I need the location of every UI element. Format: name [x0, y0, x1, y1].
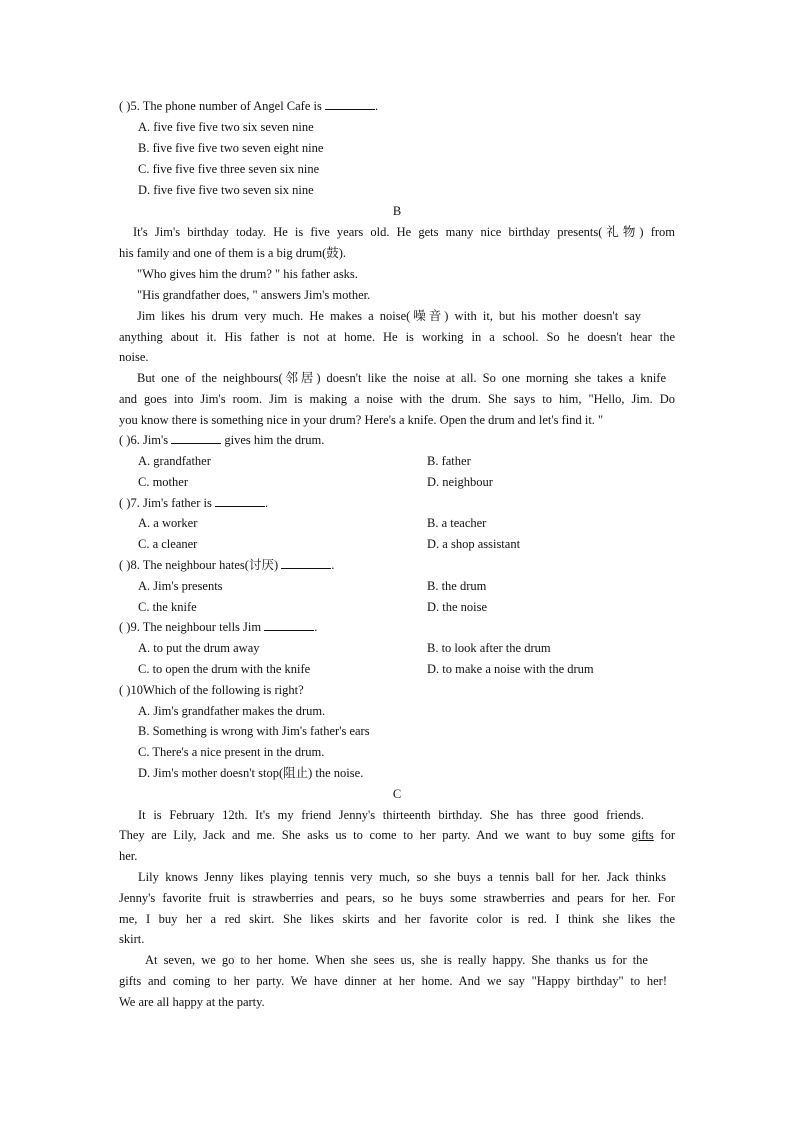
q6-option-c: C. mother	[138, 475, 188, 489]
passage-c-text: They are Lily, Jack and me. She asks us to come to her party. And we want to buy some	[119, 828, 625, 842]
passage-c-line: At seven, we go to her home. When she sees us, she is really happy. She thanks us for the	[145, 953, 648, 967]
passage-c-line: her.	[119, 849, 138, 863]
q10-option-d: D. Jim's mother doesn't stop(阻止) the noise.	[138, 766, 364, 780]
q6-option-d: D. neighbour	[427, 475, 493, 489]
passage-b-line: "Who gives him the drum? " his father asks.	[137, 267, 358, 281]
q9-option-d: D. to make a noise with the drum	[427, 662, 594, 676]
passage-b-line: "His grandfather does, " answers Jim's mother.	[137, 288, 371, 302]
answer-blank[interactable]	[215, 495, 265, 507]
q7-stem-text: ( )7. Jim's father is	[119, 496, 212, 510]
q7-option-c: C. a cleaner	[138, 537, 198, 551]
q5-option-d: D. five five five two seven six nine	[138, 183, 314, 197]
q8-stem-text: ( )8. The neighbour hates(讨厌)	[119, 558, 279, 572]
q7-option-b: B. a teacher	[427, 516, 487, 530]
q8-option-c: C. the knife	[138, 600, 197, 614]
underlined-word-gifts: gifts	[631, 828, 654, 842]
q9-option-a: A. to put the drum away	[138, 641, 260, 655]
passage-c-line: Jenny's favorite fruit is strawberries and pears, so he buys some strawberries and pears for her. For	[119, 891, 675, 905]
q5-option-b: B. five five five two seven eight nine	[138, 141, 324, 155]
passage-c-line	[119, 827, 675, 843]
passage-c-text: for	[660, 828, 675, 842]
section-b-heading: B	[392, 204, 402, 218]
q5-end: .	[374, 99, 379, 113]
q8-option-a: A. Jim's presents	[138, 579, 223, 593]
q6-stem-end: gives him the drum.	[224, 433, 325, 447]
answer-blank[interactable]	[264, 619, 314, 631]
passage-c-line: Lily knows Jenny likes playing tennis very much, so she buys a tennis ball for her. Jack thinks	[138, 870, 666, 884]
q8-stem	[119, 557, 334, 573]
q5-stem-text: ( )5. The phone number of Angel Cafe is	[119, 99, 322, 113]
q9-stem-text: ( )9. The neighbour tells Jim	[119, 620, 262, 634]
q6-option-a: A. grandfather	[138, 454, 211, 468]
q9-stem	[119, 619, 317, 635]
passage-b-line: noise.	[119, 350, 149, 364]
answer-blank[interactable]	[325, 98, 375, 110]
passage-c-line: me, I buy her a red skirt. She likes skirts and her favorite color is red. I think she likes the	[119, 912, 675, 926]
q6-stem	[119, 432, 324, 448]
passage-b-line: and goes into Jim's room. Jim is making a noise with the drum. She says to him, "Hello, Jim. Do	[119, 392, 675, 406]
passage-b-line: anything about it. His father is not at home. He is working in a school. So he doesn't hear the	[119, 330, 675, 344]
q9-option-c: C. to open the drum with the knife	[138, 662, 311, 676]
q8-stem-end: .	[331, 558, 335, 572]
passage-b-line: you know there is something nice in your drum? Here's a knife. Open the drum and let's find it. "	[119, 413, 604, 427]
passage-b-line: Jim likes his drum very much. He makes a noise(噪音) with it, but his mother doesn't say	[137, 309, 641, 323]
q7-option-d: D. a shop assistant	[427, 537, 521, 551]
q10-stem: ( )10Which of the following is right?	[119, 683, 304, 697]
passage-b-line: his family and one of them is a big drum(鼓).	[119, 246, 347, 260]
q9-option-b: B. to look after the drum	[427, 641, 551, 655]
q10-option-a: A. Jim's grandfather makes the drum.	[138, 704, 326, 718]
q8-option-b: B. the drum	[427, 579, 487, 593]
passage-b-line: But one of the neighbours(邻居) doesn't like the noise at all. So one morning she takes a knife	[137, 371, 666, 385]
passage-c-line: skirt.	[119, 932, 145, 946]
passage-c-line: It is February 12th. It's my friend Jenny's thirteenth birthday. She has three good friends.	[138, 808, 644, 822]
q10-option-b: B. Something is wrong with Jim's father's ears	[138, 724, 370, 738]
passage-c-line: We are all happy at the party.	[119, 995, 265, 1009]
q8-option-d: D. the noise	[427, 600, 488, 614]
q7-stem	[119, 495, 268, 511]
q9-stem-end: .	[314, 620, 318, 634]
q5-stem	[119, 98, 378, 114]
section-c-heading: C	[392, 787, 402, 801]
answer-blank[interactable]	[171, 432, 221, 444]
q7-option-a: A. a worker	[138, 516, 198, 530]
passage-b-line: It's Jim's birthday today. He is five years old. He gets many nice birthday presents(礼物) from	[133, 225, 675, 239]
q7-stem-end: .	[264, 496, 269, 510]
q5-option-a: A. five five five two six seven nine	[138, 120, 314, 134]
q6-stem-text: ( )6. Jim's	[119, 433, 169, 447]
q5-option-c: C. five five five three seven six nine	[138, 162, 320, 176]
q6-option-b: B. father	[427, 454, 471, 468]
answer-blank[interactable]	[281, 557, 331, 569]
passage-c-line: gifts and coming to her party. We have dinner at her home. And we say "Happy birthday" to her!	[119, 974, 667, 988]
q10-option-c: C. There's a nice present in the drum.	[138, 745, 325, 759]
